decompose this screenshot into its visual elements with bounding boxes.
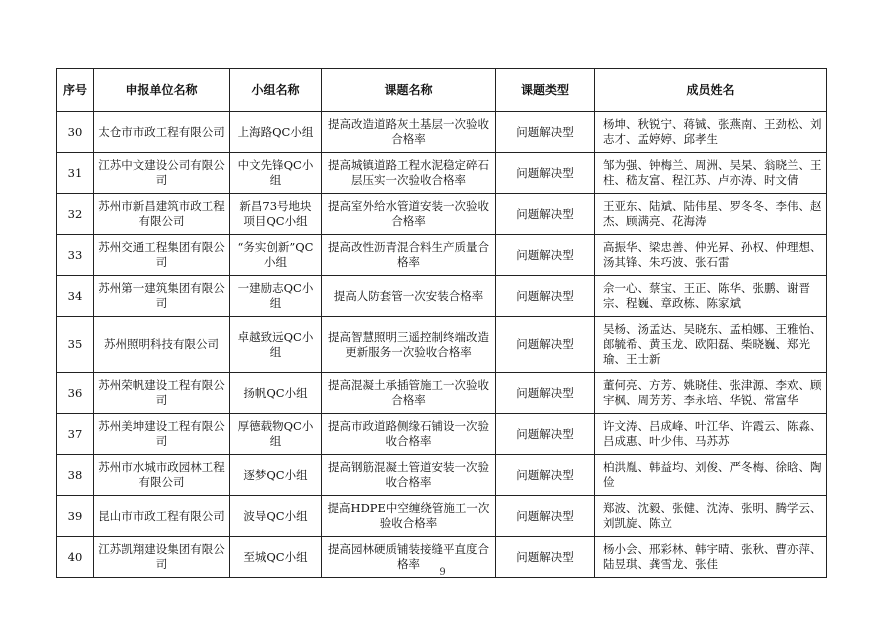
cell-topic-type: 问题解决型 — [496, 276, 595, 317]
cell-topic-name: 提高HDPE中空缠绕管施工一次验收合格率 — [322, 496, 496, 537]
cell-group-name: 中文先锋QC小组 — [230, 153, 322, 194]
header-topic-type: 课题类型 — [496, 69, 595, 112]
cell-applicant-unit: 昆山市市政工程有限公司 — [94, 496, 230, 537]
cell-member-names: 郑波、沈毅、张健、沈涛、张明、腾学云、刘凯旋、陈立 — [595, 496, 827, 537]
qc-award-table — [56, 68, 827, 578]
cell-topic-type: 问题解决型 — [496, 194, 595, 235]
cell-topic-name: 提高人防套管一次安装合格率 — [322, 276, 496, 317]
cell-topic-type: 问题解决型 — [496, 373, 595, 414]
cell-applicant-unit: 苏州市水城市政园林工程有限公司 — [94, 455, 230, 496]
header-applicant-unit: 申报单位名称 — [94, 69, 230, 112]
cell-serial-number: 31 — [57, 153, 94, 194]
table-row — [57, 496, 827, 537]
cell-serial-number: 33 — [57, 235, 94, 276]
cell-topic-name: 提高改性沥青混合料生产质量合格率 — [322, 235, 496, 276]
cell-group-name: 至城QC小组 — [230, 537, 322, 578]
cell-serial-number: 35 — [57, 317, 94, 373]
cell-topic-name: 提高园林硬质铺装接缝平直度合格率 — [322, 537, 496, 578]
cell-member-names: 许文涛、吕成峰、叶江华、许霞云、陈淼、吕成惠、叶少伟、马苏苏 — [595, 414, 827, 455]
table-row — [57, 455, 827, 496]
cell-group-name: 卓越致远QC小组 — [230, 317, 322, 373]
cell-member-names: 佘一心、蔡宝、王正、陈华、张鹏、谢晋宗、程巍、章政栋、陈家斌 — [595, 276, 827, 317]
cell-group-name: 新昌73号地块项目QC小组 — [230, 194, 322, 235]
cell-applicant-unit: 太仓市市政工程有限公司 — [94, 112, 230, 153]
table-row — [57, 276, 827, 317]
cell-topic-type: 问题解决型 — [496, 414, 595, 455]
cell-serial-number: 40 — [57, 537, 94, 578]
cell-member-names: 吴杨、汤孟达、吴晓东、孟柏娜、王雅怡、郎毓希、黄玉龙、欧阳磊、柴晓巍、郑光瑜、王士新 — [595, 317, 827, 373]
page-number: 9 — [439, 567, 446, 578]
cell-topic-name: 提高改造道路灰土基层一次验收合格率 — [322, 112, 496, 153]
cell-applicant-unit: 苏州照明科技有限公司 — [94, 317, 230, 373]
cell-group-name: 扬帆QC小组 — [230, 373, 322, 414]
table-row — [57, 414, 827, 455]
cell-topic-name: 提高钢筋混凝土管道安装一次验收合格率 — [322, 455, 496, 496]
cell-member-names: 王亚东、陆斌、陆伟星、罗冬冬、李伟、赵杰、顾满亮、花海涛 — [595, 194, 827, 235]
table-row — [57, 112, 827, 153]
cell-topic-name: 提高智慧照明三遥控制终端改造更新服务一次验收合格率 — [322, 317, 496, 373]
cell-group-name: 上海路QC小组 — [230, 112, 322, 153]
cell-applicant-unit: 苏州市新昌建筑市政工程有限公司 — [94, 194, 230, 235]
header-topic-name: 课题名称 — [322, 69, 496, 112]
cell-applicant-unit: 苏州荣帆建设工程有限公司 — [94, 373, 230, 414]
cell-group-name: “务实创新”QC小组 — [230, 235, 322, 276]
cell-topic-type: 问题解决型 — [496, 537, 595, 578]
cell-topic-type: 问题解决型 — [496, 317, 595, 373]
cell-group-name: 逐梦QC小组 — [230, 455, 322, 496]
cell-member-names: 高振华、梁忠善、仲光昇、孙权、仲理想、汤其锋、朱巧波、张石雷 — [595, 235, 827, 276]
cell-topic-name: 提高城镇道路工程水泥稳定碎石层压实一次验收合格率 — [322, 153, 496, 194]
table-row — [57, 373, 827, 414]
cell-member-names: 董何亮、方芳、姚晓佳、张津源、李欢、顾宇枫、周芳芳、李永培、华锐、常富华 — [595, 373, 827, 414]
cell-group-name: 一建励志QC小组 — [230, 276, 322, 317]
cell-serial-number: 37 — [57, 414, 94, 455]
cell-applicant-unit: 江苏中文建设公司有限公司 — [94, 153, 230, 194]
cell-applicant-unit: 苏州第一建筑集团有限公司 — [94, 276, 230, 317]
cell-topic-type: 问题解决型 — [496, 235, 595, 276]
cell-topic-type: 问题解决型 — [496, 496, 595, 537]
cell-topic-name: 提高室外给水管道安装一次验收合格率 — [322, 194, 496, 235]
cell-group-name: 厚德载物QC小组 — [230, 414, 322, 455]
cell-serial-number: 34 — [57, 276, 94, 317]
table-row — [57, 317, 827, 373]
cell-member-names: 杨小会、邢彩林、韩宇晴、张秋、曹亦萍、陆昱琪、龚雪龙、张佳 — [595, 537, 827, 578]
cell-member-names: 杨坤、秋锐宁、蒋铖、张燕南、王劲松、刘志才、孟婷婷、邱孝生 — [595, 112, 827, 153]
cell-applicant-unit: 苏州交通工程集团有限公司 — [94, 235, 230, 276]
cell-topic-name: 提高市政道路侧缘石铺设一次验收合格率 — [322, 414, 496, 455]
cell-applicant-unit: 苏州美坤建设工程有限公司 — [94, 414, 230, 455]
cell-topic-type: 问题解决型 — [496, 455, 595, 496]
cell-serial-number: 32 — [57, 194, 94, 235]
header-member-names: 成员姓名 — [595, 69, 827, 112]
cell-applicant-unit: 江苏凯翔建设集团有限公司 — [94, 537, 230, 578]
table-row — [57, 153, 827, 194]
cell-topic-type: 问题解决型 — [496, 112, 595, 153]
cell-topic-name: 提高混凝土承插管施工一次验收合格率 — [322, 373, 496, 414]
table-row — [57, 194, 827, 235]
cell-serial-number: 38 — [57, 455, 94, 496]
cell-serial-number: 36 — [57, 373, 94, 414]
cell-serial-number: 39 — [57, 496, 94, 537]
header-group-name: 小组名称 — [230, 69, 322, 112]
header-serial-number: 序号 — [57, 69, 94, 112]
table-row — [57, 235, 827, 276]
cell-member-names: 邹为强、钟梅兰、周洲、吴杲、翁晓兰、王柱、嵇友富、程江苏、卢亦涛、时文倩 — [595, 153, 827, 194]
cell-topic-type: 问题解决型 — [496, 153, 595, 194]
cell-serial-number: 30 — [57, 112, 94, 153]
cell-group-name: 波导QC小组 — [230, 496, 322, 537]
table-header-row — [57, 69, 827, 112]
cell-member-names: 柏洪胤、韩益均、刘俊、严冬梅、徐晗、陶俭 — [595, 455, 827, 496]
